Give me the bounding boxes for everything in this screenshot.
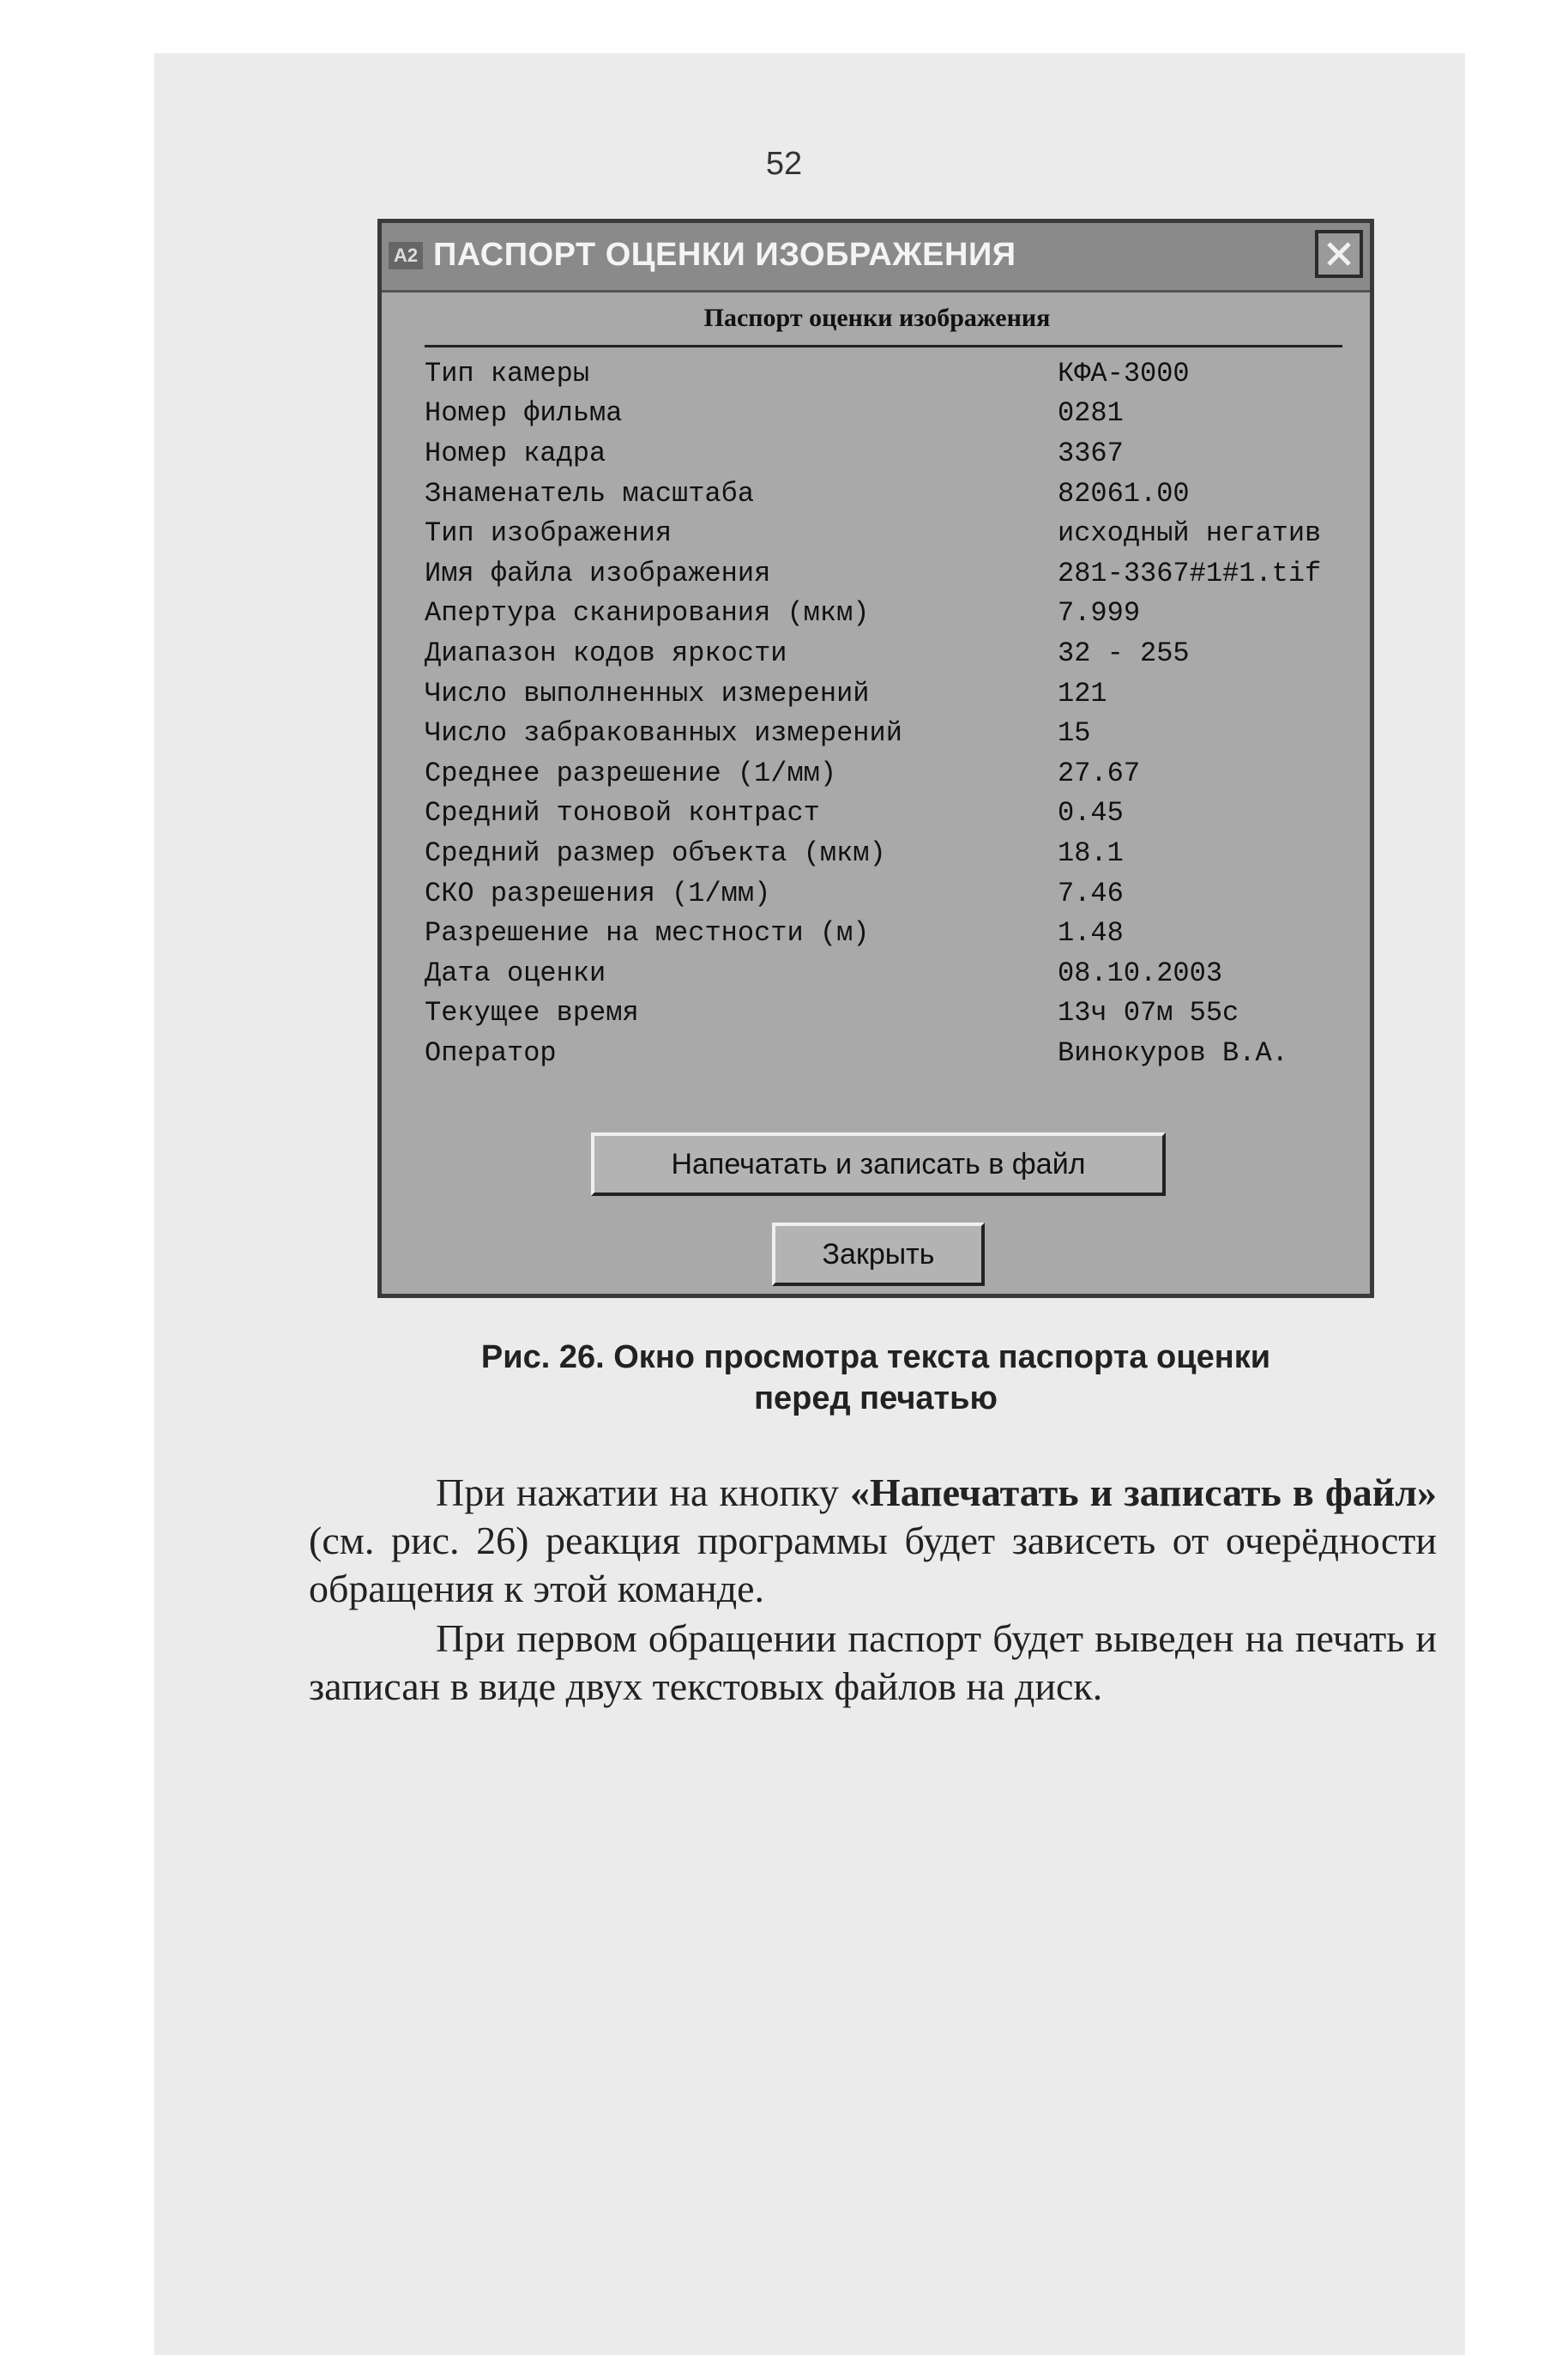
row-label: Имя файла изображения xyxy=(425,557,771,589)
row-value: КФА-3000 xyxy=(1058,357,1190,389)
report-row xyxy=(425,513,1351,553)
row-value: 18.1 xyxy=(1058,836,1124,869)
window-titlebar[interactable] xyxy=(382,223,1370,293)
report-row xyxy=(425,353,1351,394)
row-value: 121 xyxy=(1058,677,1107,710)
row-value: 08.10.2003 xyxy=(1058,957,1223,989)
report-row xyxy=(425,873,1351,914)
row-label: Тип изображения xyxy=(425,517,672,550)
caption-line-2: перед печатью xyxy=(754,1380,998,1416)
row-value: 281-3367#1#1.tif xyxy=(1058,557,1322,589)
report-row xyxy=(425,594,1351,634)
caption-line-1: Рис. 26. Окно просмотра текста паспорта оценки xyxy=(480,1339,1271,1375)
report-title: Паспорт оценки изображения xyxy=(703,304,1051,332)
report-row xyxy=(425,993,1351,1034)
row-value: 82061.00 xyxy=(1058,477,1190,510)
row-value: 3367 xyxy=(1058,437,1124,469)
row-label: Средний тоновой контраст xyxy=(425,797,820,830)
report-row xyxy=(425,673,1351,714)
row-value: исходный негатив xyxy=(1058,517,1322,550)
report-row xyxy=(425,794,1351,834)
close-icon xyxy=(1324,239,1354,269)
row-label: Номер фильма xyxy=(425,397,623,430)
row-label: Апертура сканирования (мкм) xyxy=(425,597,870,630)
row-label: Среднее разрешение (1/мм) xyxy=(425,757,837,789)
row-value: 32 - 255 xyxy=(1058,637,1190,669)
row-value: 13ч 07м 55с xyxy=(1058,997,1239,1030)
row-label: Средний размер объекта (мкм) xyxy=(425,836,886,869)
report-divider xyxy=(425,345,1342,347)
report-row xyxy=(425,753,1351,794)
paragraph-1 xyxy=(309,1469,1437,1613)
paragraph-2: При первом обращении паспорт будет выведен на печать и записан в виде двух текстовых файлов на диск. xyxy=(309,1616,1437,1708)
report-row xyxy=(425,953,1351,993)
paragraph-1-end: (см. рис. 26) реакция программы будет зависеть от очерёдности обращения к этой команде. xyxy=(309,1519,1437,1610)
page-number: 52 xyxy=(765,146,803,182)
report-row xyxy=(425,474,1351,514)
report-rows xyxy=(425,353,1351,1073)
row-value: 15 xyxy=(1058,717,1091,750)
row-value: 7.46 xyxy=(1058,877,1124,909)
row-value: 0.45 xyxy=(1058,797,1124,830)
figure-caption xyxy=(377,1337,1374,1419)
row-label: Номер кадра xyxy=(425,437,606,469)
report-row xyxy=(425,1033,1351,1073)
row-label: Оператор xyxy=(425,1036,557,1069)
row-value: 7.999 xyxy=(1058,597,1141,630)
print-and-save-button[interactable]: Напечатать и записать в файл xyxy=(591,1132,1166,1196)
passport-report xyxy=(399,295,1355,1166)
row-value: 27.67 xyxy=(1058,757,1141,789)
row-label: Дата оценки xyxy=(425,957,606,989)
app-icon: A2 xyxy=(389,242,423,269)
row-value: 0281 xyxy=(1058,397,1124,430)
report-row xyxy=(425,913,1351,953)
report-row xyxy=(425,633,1351,673)
row-label: Число забракованных измерений xyxy=(425,717,902,750)
row-label: Знаменатель масштаба xyxy=(425,477,755,510)
row-label: Текущее время xyxy=(425,997,639,1030)
close-button[interactable]: Закрыть xyxy=(772,1223,985,1286)
passport-window xyxy=(377,219,1374,1298)
row-value: 1.48 xyxy=(1058,917,1124,950)
report-row xyxy=(425,713,1351,753)
row-label: Разрешение на местности (м) xyxy=(425,917,870,950)
report-row xyxy=(425,833,1351,873)
report-row xyxy=(425,433,1351,474)
close-window-button[interactable] xyxy=(1315,230,1363,278)
row-label: СКО разрешения (1/мм) xyxy=(425,877,771,909)
row-value: Винокуров В.А. xyxy=(1058,1036,1288,1069)
report-row xyxy=(425,553,1351,594)
row-label: Тип камеры xyxy=(425,357,590,389)
paragraph-1-start: При нажатии на кнопку xyxy=(436,1470,850,1514)
row-label: Число выполненных измерений xyxy=(425,677,870,710)
row-label: Диапазон кодов яркости xyxy=(425,637,787,669)
body-text xyxy=(309,1469,1437,1711)
window-title: ПАСПОРТ ОЦЕНКИ ИЗОБРАЖЕНИЯ xyxy=(433,237,1016,273)
paragraph-1-bold: «Напечатать и записать в файл» xyxy=(849,1470,1438,1514)
report-row xyxy=(425,394,1351,434)
